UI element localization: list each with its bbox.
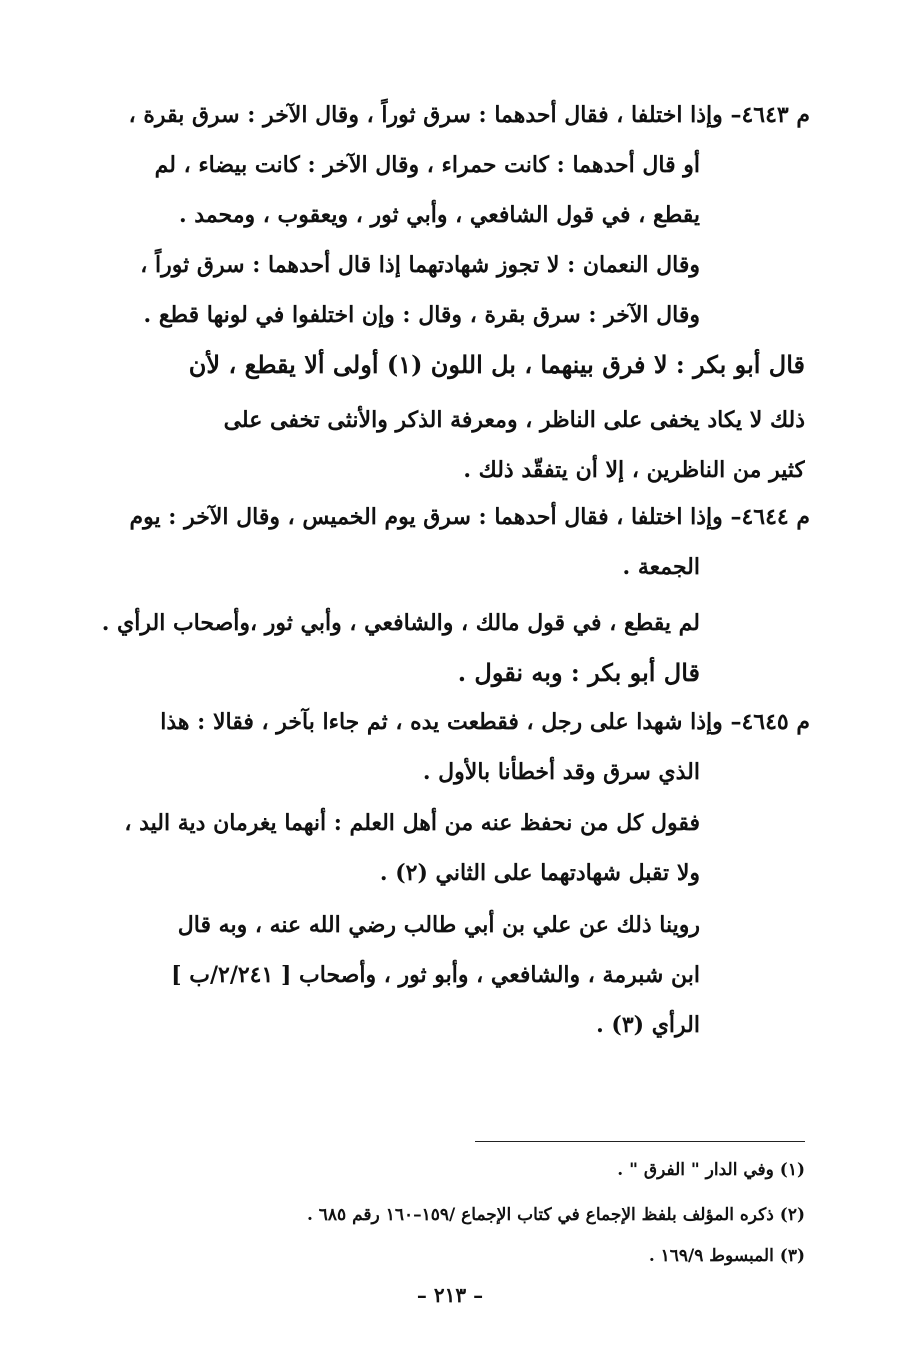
footnote-separator <box>475 1141 805 1142</box>
footnote-1: (١) وفي الدار " الفرق " . <box>617 1160 805 1180</box>
issue-4643-line-3: يقطع ، في قول الشافعي ، وأبي ثور ، ويعقوب ، ومحمد . <box>178 202 700 228</box>
issue-4644-line-2: الجمعة . <box>622 554 700 580</box>
issue-4644-line-1: م ٤٦٤٤– وإذا اختلفا ، فقال أحدهما : سرق يوم الخميس ، وقال الآخر : يوم <box>129 504 810 530</box>
narration-line-1: روينا ذلك عن علي بن أبي طالب رضي الله عنه ، وبه قال <box>177 912 700 938</box>
footnote-3: (٣) المبسوط ١٦٩/٩ . <box>648 1246 805 1266</box>
issue-4643-line-2: أو قال أحدهما : كانت حمراء ، وقال الآخر : كانت بيضاء ، لم <box>154 152 700 178</box>
numan-opinion-line-1: وقال النعمان : لا تجوز شهادتهما إذا قال أحدهما : سرق ثوراً ، <box>140 252 700 278</box>
issue-4645-line-2: الذي سرق وقد أخطأنا بالأول . <box>422 759 700 785</box>
footnote-2: (٢) ذكره المؤلف بلفظ الإجماع في كتاب الإجماع /١٥٩–١٦٠ رقم ٦٨٥ . <box>306 1205 805 1225</box>
narration-line-2: ابن شبرمة ، والشافعي ، وأبو ثور ، وأصحاب [ ٢/٢٤١/ب ] <box>171 962 700 988</box>
abu-bakr-comment-line-3: كثير من الناظرين ، إلا أن يتفقّد ذلك . <box>463 457 805 483</box>
abu-bakr-statement: قال أبو بكر : وبه نقول . <box>457 658 700 687</box>
abu-bakr-comment-line-2: ذلك لا يكاد يخفى على الناظر ، ومعرفة الذكر والأنثى تخفى على <box>223 407 805 433</box>
scholars-view-line-1: فقول كل من نحفظ عنه من أهل العلم : أنهما يغرمان دية اليد ، <box>124 810 700 836</box>
scholars-view-line-2: ولا تقبل شهادتهما على الثاني (٢) . <box>379 860 700 886</box>
issue-4643-line-1: م ٤٦٤٣– وإذا اختلفا ، فقال أحدهما : سرق ثوراً ، وقال الآخر : سرق بقرة ، <box>128 102 810 128</box>
page-number: – ٢١٣ – <box>416 1283 484 1307</box>
numan-opinion-line-2: وقال الآخر : سرق بقرة ، وقال : وإن اختلفوا في لونها قطع . <box>143 302 700 328</box>
issue-4644-ruling: لم يقطع ، في قول مالك ، والشافعي ، وأبي ثور ،وأصحاب الرأي . <box>101 610 700 636</box>
narration-line-3: الرأي (٣) . <box>596 1012 700 1038</box>
abu-bakr-comment-line-1: قال أبو بكر : لا فرق بينهما ، بل اللون (١) أولى ألا يقطع ، لأن <box>188 350 805 379</box>
issue-4645-line-1: م ٤٦٤٥– وإذا شهدا على رجل ، فقطعت يده ، ثم جاءا بآخر ، فقالا : هذا <box>160 709 810 735</box>
